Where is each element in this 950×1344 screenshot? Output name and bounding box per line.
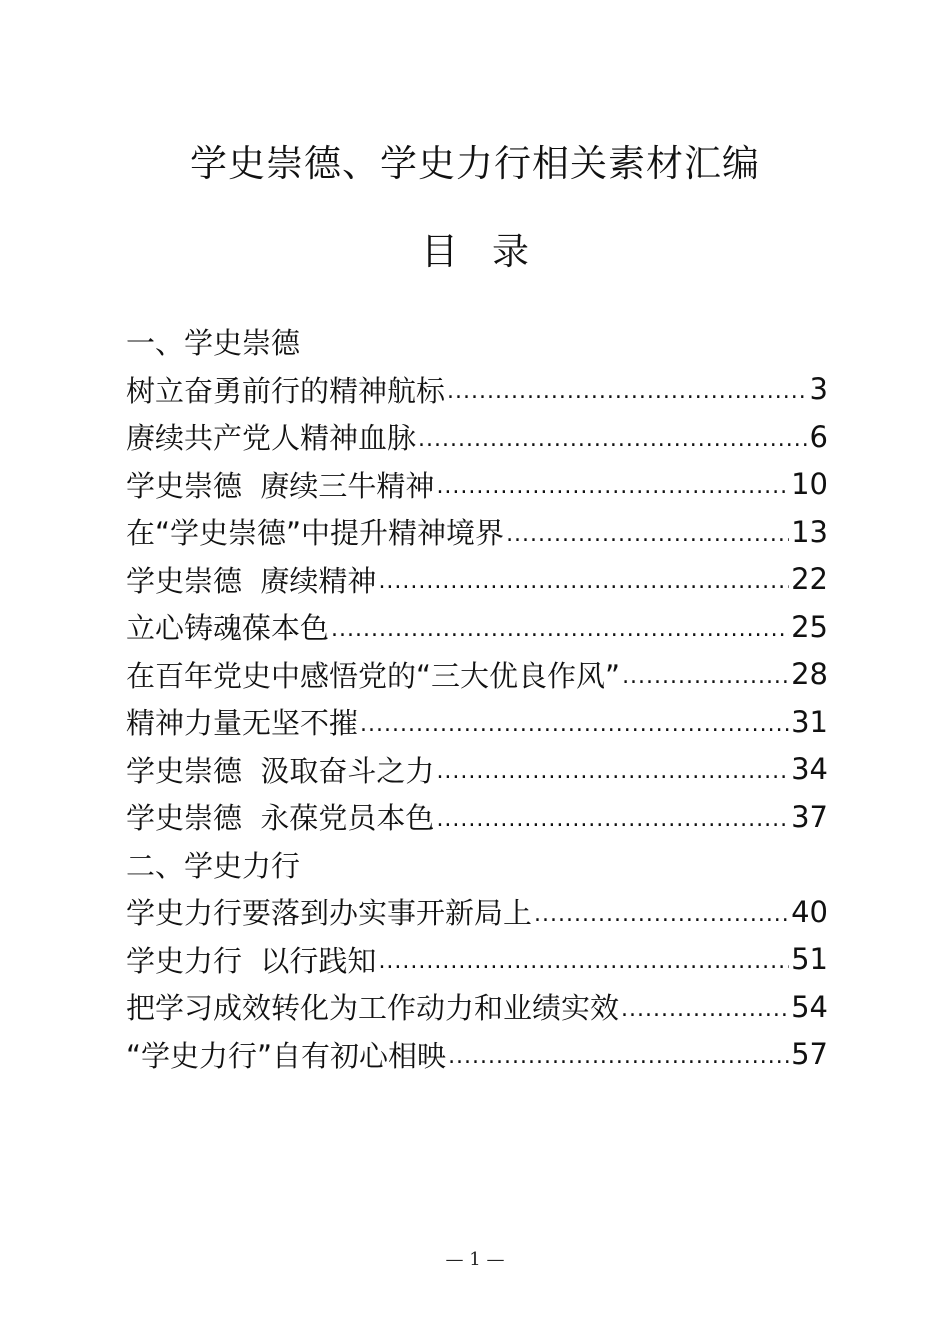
toc-entry-title: 学史力行要落到办实事开新局上 xyxy=(126,896,533,931)
toc-entry[interactable] xyxy=(126,603,828,651)
toc-entry[interactable] xyxy=(126,413,828,461)
toc-entry-page: 6 xyxy=(809,419,828,454)
toc-entry-title: 赓续共产党人精神血脉 xyxy=(126,421,417,456)
toc-entry-page: 51 xyxy=(791,942,828,977)
toc-entry-page: 13 xyxy=(791,514,828,549)
toc-entry[interactable] xyxy=(126,1031,828,1079)
dot-leader xyxy=(378,942,789,976)
toc-entry-page: 37 xyxy=(791,799,828,834)
page-footer-number: — 1 — xyxy=(445,1249,505,1270)
toc-heading-char: 目 xyxy=(421,230,458,273)
toc-entry-page: 34 xyxy=(791,752,828,787)
toc-entry-title: 学史力行 以行践知 xyxy=(126,943,377,978)
toc-heading xyxy=(0,228,950,276)
toc-entry-page: 28 xyxy=(791,657,828,692)
dot-leader xyxy=(378,562,789,596)
toc-entry[interactable] xyxy=(126,698,828,746)
toc-entry-title: 精神力量无坚不摧 xyxy=(126,706,359,741)
toc-entry[interactable] xyxy=(126,366,828,414)
dot-leader xyxy=(621,990,789,1024)
toc-entry-title: 学史崇德 赓续精神 xyxy=(126,563,377,598)
toc-entry-title: 学史崇德 永葆党员本色 xyxy=(126,801,435,836)
section-label: 二、学史力行 xyxy=(126,848,301,883)
section-heading xyxy=(126,318,828,366)
document-title: 学史崇德、学史力行相关素材汇编 xyxy=(190,142,760,185)
toc-entry-page: 40 xyxy=(791,894,828,929)
toc-entry-title: 在百年党史中感悟党的“三大优良作风” xyxy=(126,658,621,693)
toc-entry[interactable] xyxy=(126,983,828,1031)
toc-entry[interactable] xyxy=(126,936,828,984)
toc-entry-page: 22 xyxy=(791,562,828,597)
toc-entry-page: 31 xyxy=(791,704,828,739)
dot-leader xyxy=(448,1037,789,1071)
section-heading xyxy=(126,841,828,889)
toc-entry-title: 在“学史崇德”中提升精神境界 xyxy=(126,516,505,551)
toc-entry-page: 10 xyxy=(791,467,828,502)
toc-entry[interactable] xyxy=(126,461,828,509)
toc-entry[interactable] xyxy=(126,651,828,699)
toc-heading-char: 录 xyxy=(492,230,529,273)
toc-entry-title: 树立奋勇前行的精神航标 xyxy=(126,373,446,408)
toc-entry-title: 立心铸魂葆本色 xyxy=(126,611,330,646)
dot-leader xyxy=(360,705,789,739)
dot-leader xyxy=(447,372,808,406)
dot-leader xyxy=(436,752,789,786)
toc-entry[interactable] xyxy=(126,508,828,556)
toc-entry-title: “学史力行”自有初心相映 xyxy=(126,1038,447,1073)
dot-leader xyxy=(436,467,789,501)
dot-leader xyxy=(418,420,808,454)
toc-entry-title: 把学习成效转化为工作动力和业绩实效 xyxy=(126,991,620,1026)
toc-entry[interactable] xyxy=(126,888,828,936)
section-label: 一、学史崇德 xyxy=(126,326,301,361)
toc-entry[interactable] xyxy=(126,793,828,841)
dot-leader xyxy=(506,515,789,549)
table-of-contents xyxy=(126,318,828,1078)
dot-leader xyxy=(436,800,789,834)
toc-entry[interactable] xyxy=(126,556,828,604)
toc-entry[interactable] xyxy=(126,746,828,794)
dot-leader xyxy=(331,610,789,644)
dot-leader xyxy=(622,657,789,691)
dot-leader xyxy=(534,895,789,929)
toc-entry-title: 学史崇德 汲取奋斗之力 xyxy=(126,753,435,788)
toc-entry-page: 54 xyxy=(791,989,828,1024)
toc-entry-page: 25 xyxy=(791,609,828,644)
toc-entry-page: 3 xyxy=(809,372,828,407)
toc-entry-title: 学史崇德 赓续三牛精神 xyxy=(126,468,435,503)
toc-entry-page: 57 xyxy=(791,1037,828,1072)
